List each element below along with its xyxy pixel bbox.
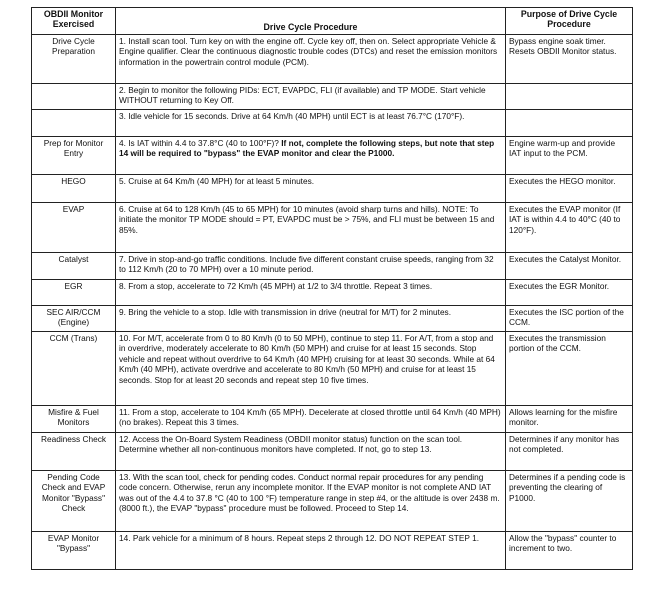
header-purpose: Purpose of Drive Cycle Procedure (506, 8, 633, 35)
monitor-cell: HEGO (32, 175, 116, 203)
purpose-cell: Allow the "bypass" counter to increment to two. (506, 532, 633, 570)
header-row (32, 8, 633, 35)
purpose-cell: Executes the transmission portion of the CCM. (506, 332, 633, 406)
monitor-cell: EVAP Monitor "Bypass" (32, 532, 116, 570)
procedure-cell: 3. Idle vehicle for 15 seconds. Drive at 64 Km/h (40 MPH) until ECT is at least 76.7°C (170°F). (116, 110, 506, 137)
purpose-cell: Engine warm-up and provide IAT input to the PCM. (506, 137, 633, 175)
procedure-cell: 11. From a stop, accelerate to 104 Km/h (65 MPH). Decelerate at closed throttle until 64 Km/h (40 MPH) (no brakes). Repeat this 3 times. (116, 406, 506, 433)
table-row (32, 306, 633, 332)
table-row (32, 532, 633, 570)
purpose-cell: Executes the EGR Monitor. (506, 280, 633, 306)
purpose-cell: Executes the HEGO monitor. (506, 175, 633, 203)
table-row (32, 332, 633, 406)
monitor-cell: CCM (Trans) (32, 332, 116, 406)
table-row (32, 253, 633, 280)
purpose-cell: Bypass engine soak timer. Resets OBDII Monitor status. (506, 35, 633, 84)
monitor-cell: Prep for Monitor Entry (32, 137, 116, 175)
table-row (32, 433, 633, 471)
table-row (32, 110, 633, 137)
procedure-cell: 10. For M/T, accelerate from 0 to 80 Km/h (0 to 50 MPH), continue to step 11. For A/T, from a stop and in overdrive, moderately accelerate to 80 Km/h (50 MPH) and cruise for at least 15 seconds. Stop vehicle and repeat without overdrive to 64 Km/h (40 MPH) cruising for at least 30 seconds. While at 64 Km/h (40 MPH), activate overdrive and accelerate to 80 Km/h (50 MPH) and cruise for at least 15 seconds. Stop for at least 20 seconds and repeat step 10 five times. (116, 332, 506, 406)
purpose-cell: Executes the ISC portion of the CCM. (506, 306, 633, 332)
header-monitor: OBDII Monitor Exercised (32, 8, 116, 35)
monitor-cell: EVAP (32, 203, 116, 253)
purpose-cell: Executes the EVAP monitor (If IAT is within 4.4 to 40°C (40 to 120°F). (506, 203, 633, 253)
monitor-cell: SEC AIR/CCM (Engine) (32, 306, 116, 332)
procedure-cell (116, 137, 506, 175)
header-procedure: Drive Cycle Procedure (116, 8, 506, 35)
monitor-cell (32, 84, 116, 110)
procedure-cell: 9. Bring the vehicle to a stop. Idle with transmission in drive (neutral for M/T) for 2 minutes. (116, 306, 506, 332)
monitor-cell: Pending Code Check and EVAP Monitor "Bypass" Check (32, 471, 116, 532)
procedure-cell: 2. Begin to monitor the following PIDs: ECT, EVAPDC, FLI (if available) and TP MODE. Start vehicle WITHOUT returning to Key Off. (116, 84, 506, 110)
table-row (32, 203, 633, 253)
procedure-cell: 7. Drive in stop-and-go traffic conditions. Include five different constant cruise speeds, ranging from 32 to 112 Km/h (20 to 70 MPH) over a 10 minute period. (116, 253, 506, 280)
drive-cycle-table (31, 7, 633, 570)
table-row (32, 175, 633, 203)
purpose-cell (506, 84, 633, 110)
purpose-cell: Determines if any monitor has not completed. (506, 433, 633, 471)
monitor-cell (32, 110, 116, 137)
monitor-cell: Readiness Check (32, 433, 116, 471)
table-row (32, 406, 633, 433)
monitor-cell: EGR (32, 280, 116, 306)
procedure-cell: 8. From a stop, accelerate to 72 Km/h (45 MPH) at 1/2 to 3/4 throttle. Repeat 3 times. (116, 280, 506, 306)
procedure-cell: 5. Cruise at 64 Km/h (40 MPH) for at least 5 minutes. (116, 175, 506, 203)
table-row (32, 137, 633, 175)
monitor-cell: Misfire & Fuel Monitors (32, 406, 116, 433)
procedure-warning-text: If not, complete the following steps, but note that step 14 will be required to "bypass" the EVAP monitor and clear the P1000. (119, 138, 495, 159)
table-row (32, 280, 633, 306)
monitor-cell: Drive Cycle Preparation (32, 35, 116, 84)
procedure-cell: 1. Install scan tool. Turn key on with the engine off. Cycle key off, then on. Select appropriate Vehicle & Engine qualifier. Clear the continuous diagnostic trouble codes (DTCs) and reset the emission monitors information in the powertrain control module (PCM). (116, 35, 506, 84)
procedure-cell: 6. Cruise at 64 to 128 Km/h (45 to 65 MPH) for 10 minutes (avoid sharp turns and hills). NOTE: To initiate the monitor TP MODE should = PT, EVAPDC must be > 75%, and FLI must be between 15 and 85%. (116, 203, 506, 253)
monitor-cell: Catalyst (32, 253, 116, 280)
purpose-cell: Determines if a pending code is preventing the clearing of P1000. (506, 471, 633, 532)
procedure-text: 4. Is IAT within 4.4 to 37.8°C (40 to 100°F)? (119, 138, 282, 148)
procedure-cell: 12. Access the On-Board System Readiness (OBDII monitor status) function on the scan tool. Determine whether all non-continuous monitors have completed. If not, go to step 13. (116, 433, 506, 471)
procedure-cell: 14. Park vehicle for a minimum of 8 hours. Repeat steps 2 through 12. DO NOT REPEAT STEP 1. (116, 532, 506, 570)
purpose-cell (506, 110, 633, 137)
purpose-cell: Allows learning for the misfire monitor. (506, 406, 633, 433)
purpose-cell: Executes the Catalyst Monitor. (506, 253, 633, 280)
table-row (32, 35, 633, 84)
procedure-cell: 13. With the scan tool, check for pending codes. Conduct normal repair procedures for any pending code concern. Otherwise, rerun any incomplete monitor. If the EVAP monitor is not complete AND IAT was out of the 4.4 to 37.8 °C (40 to 100 °F) temperature range in step #4, or the altitude is over 2438 m. (8000 ft.), the EVAP "bypass" procedure must be followed. Proceed to Step 14. (116, 471, 506, 532)
table-row (32, 471, 633, 532)
table-row (32, 84, 633, 110)
